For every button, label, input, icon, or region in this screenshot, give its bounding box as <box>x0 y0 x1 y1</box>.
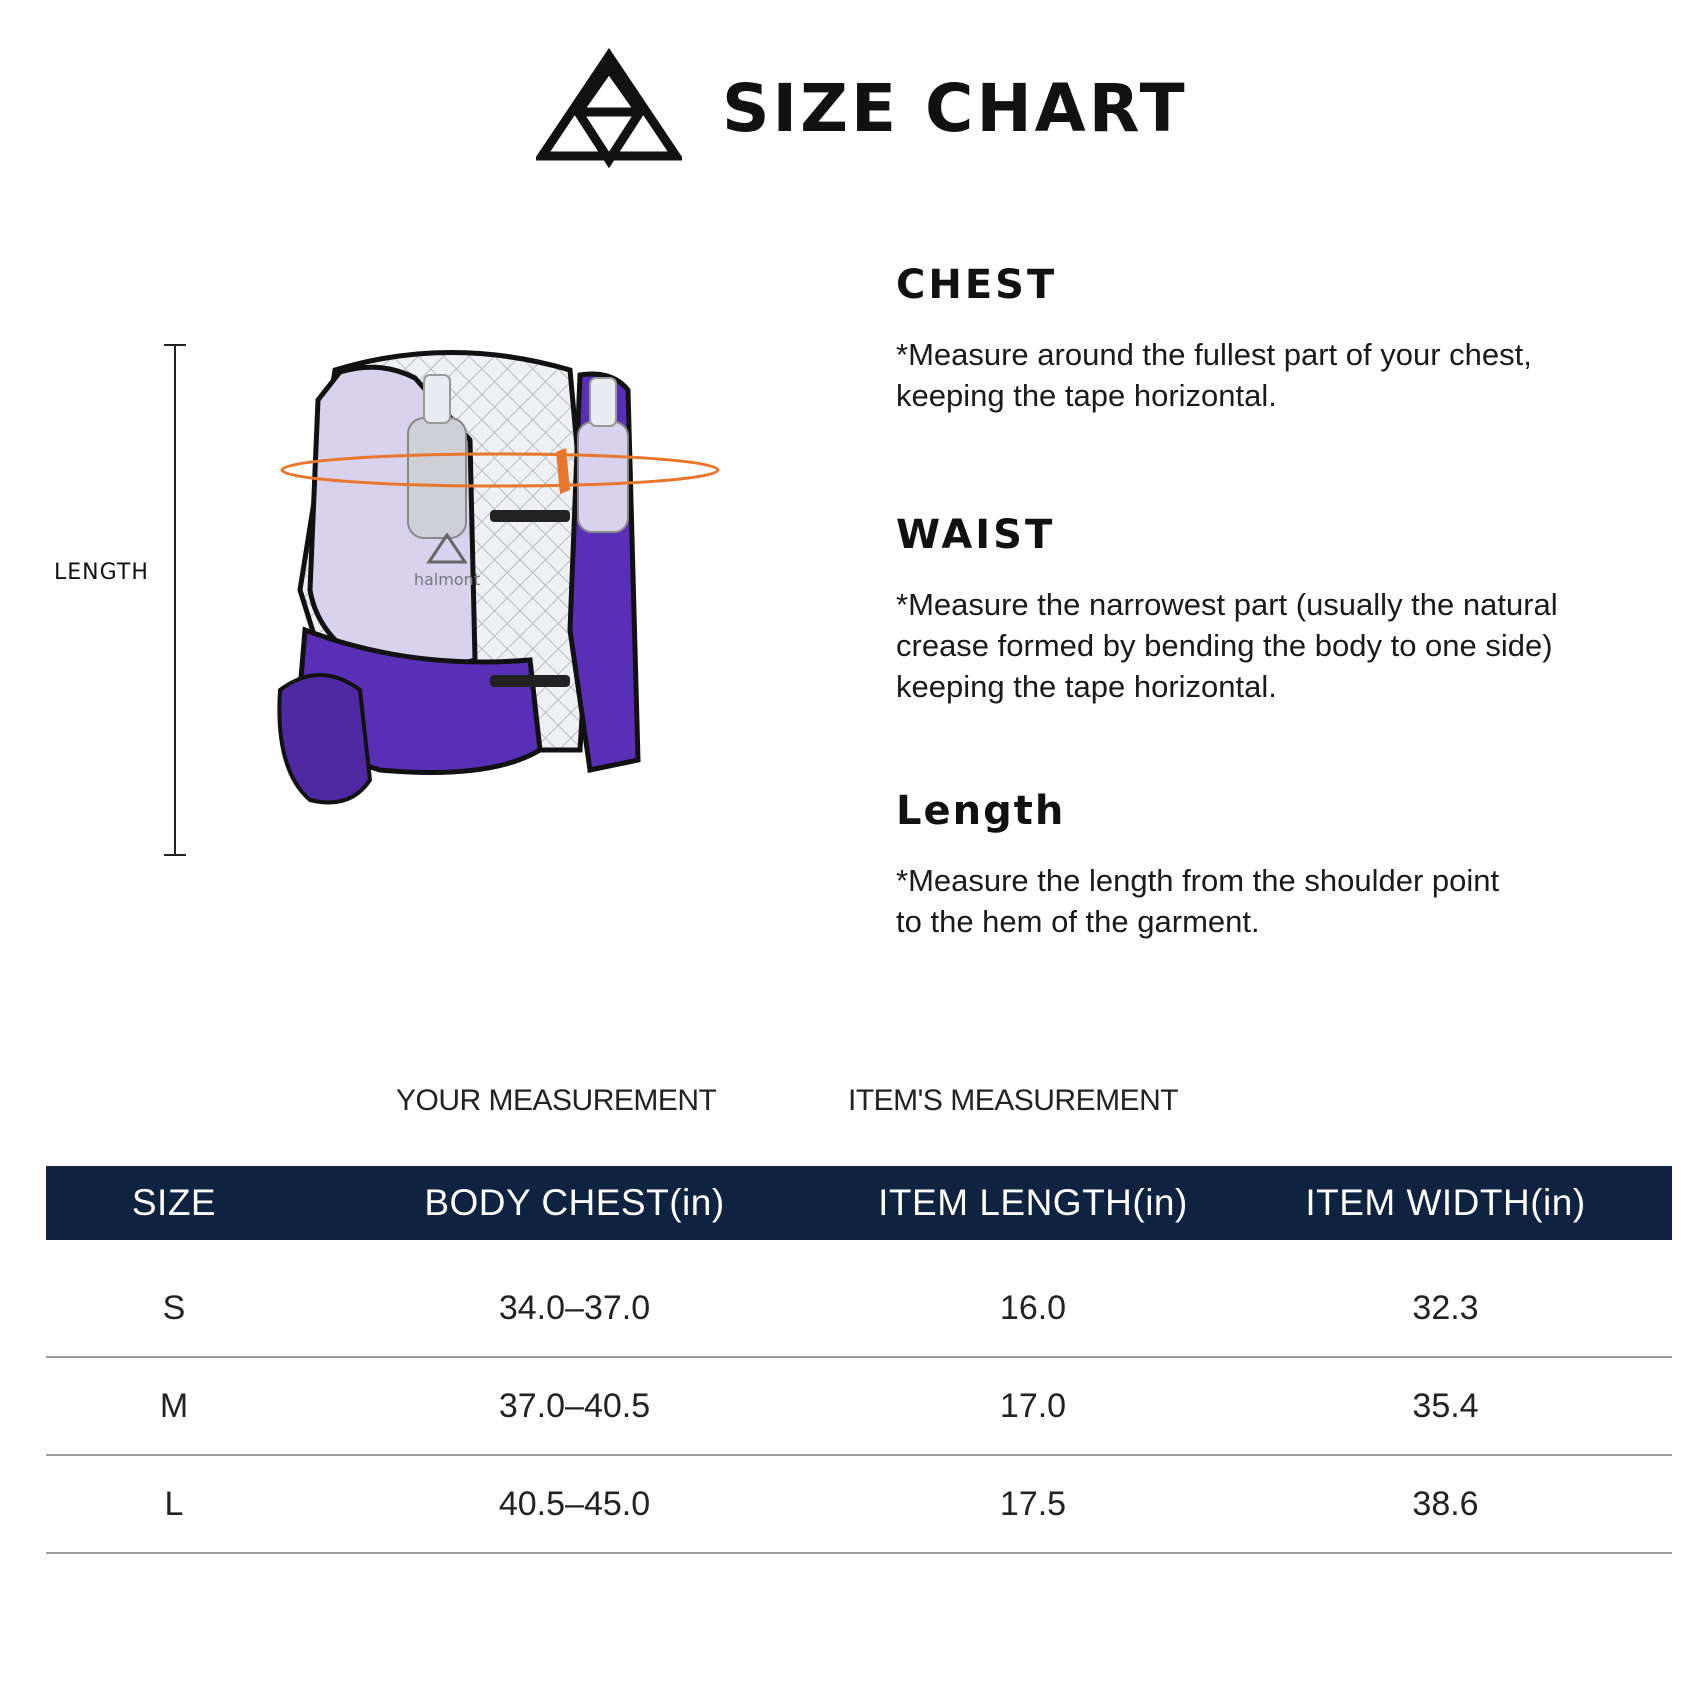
width-cell: 35.4 <box>1412 1386 1479 1425</box>
waist-text: *Measure the narrowest part (usually the natural crease formed by bending the body to one side) keeping the tape horizontal. <box>896 587 1558 704</box>
vest-brand-text: halmont <box>413 570 481 589</box>
chest-section <box>896 262 1676 416</box>
size-cell: L <box>164 1484 184 1523</box>
header <box>536 48 1188 168</box>
size-table <box>46 1166 1672 1554</box>
chest-cell: 40.5–45.0 <box>498 1484 651 1523</box>
size-cell: S <box>162 1288 186 1327</box>
length-label: LENGTH <box>54 560 149 585</box>
length-line-bottom-cap <box>164 854 186 856</box>
page-title: SIZE CHART <box>722 69 1188 147</box>
vest-image <box>240 330 760 910</box>
chest-cell: 37.0–40.5 <box>498 1386 651 1425</box>
table-row <box>46 1456 1672 1554</box>
length-cell: 16.0 <box>999 1288 1067 1327</box>
width-cell: 32.3 <box>1412 1288 1479 1327</box>
width-cell: 38.6 <box>1412 1484 1479 1523</box>
header-item-length: ITEM LENGTH(in) <box>878 1182 1188 1223</box>
table-row <box>46 1358 1672 1456</box>
size-cell: M <box>159 1386 189 1425</box>
length-text: *Measure the length from the shoulder point to the hem of the garment. <box>896 863 1500 939</box>
table-header <box>46 1166 1672 1240</box>
header-size: SIZE <box>131 1182 217 1223</box>
length-section <box>896 788 1676 942</box>
length-cell: 17.0 <box>999 1386 1067 1425</box>
vest-diagram <box>40 330 760 910</box>
length-cell: 17.5 <box>999 1484 1067 1523</box>
chest-text: *Measure around the fullest part of your chest, keeping the tape horizontal. <box>896 337 1532 413</box>
length-heading: Length <box>896 788 1066 834</box>
length-line <box>174 344 176 854</box>
waist-section <box>896 512 1676 707</box>
items-measurement-label: ITEM'S MEASUREMENT <box>848 1084 1179 1117</box>
your-measurement-label: YOUR MEASUREMENT <box>396 1084 717 1117</box>
header-body-chest: BODY CHEST(in) <box>424 1182 725 1223</box>
chest-cell: 34.0–37.0 <box>498 1288 651 1327</box>
waist-heading: WAIST <box>896 512 1056 558</box>
table-row <box>46 1260 1672 1358</box>
header-item-width: ITEM WIDTH(in) <box>1305 1182 1586 1223</box>
mountain-logo-icon <box>536 48 682 168</box>
chest-heading: CHEST <box>896 262 1058 308</box>
